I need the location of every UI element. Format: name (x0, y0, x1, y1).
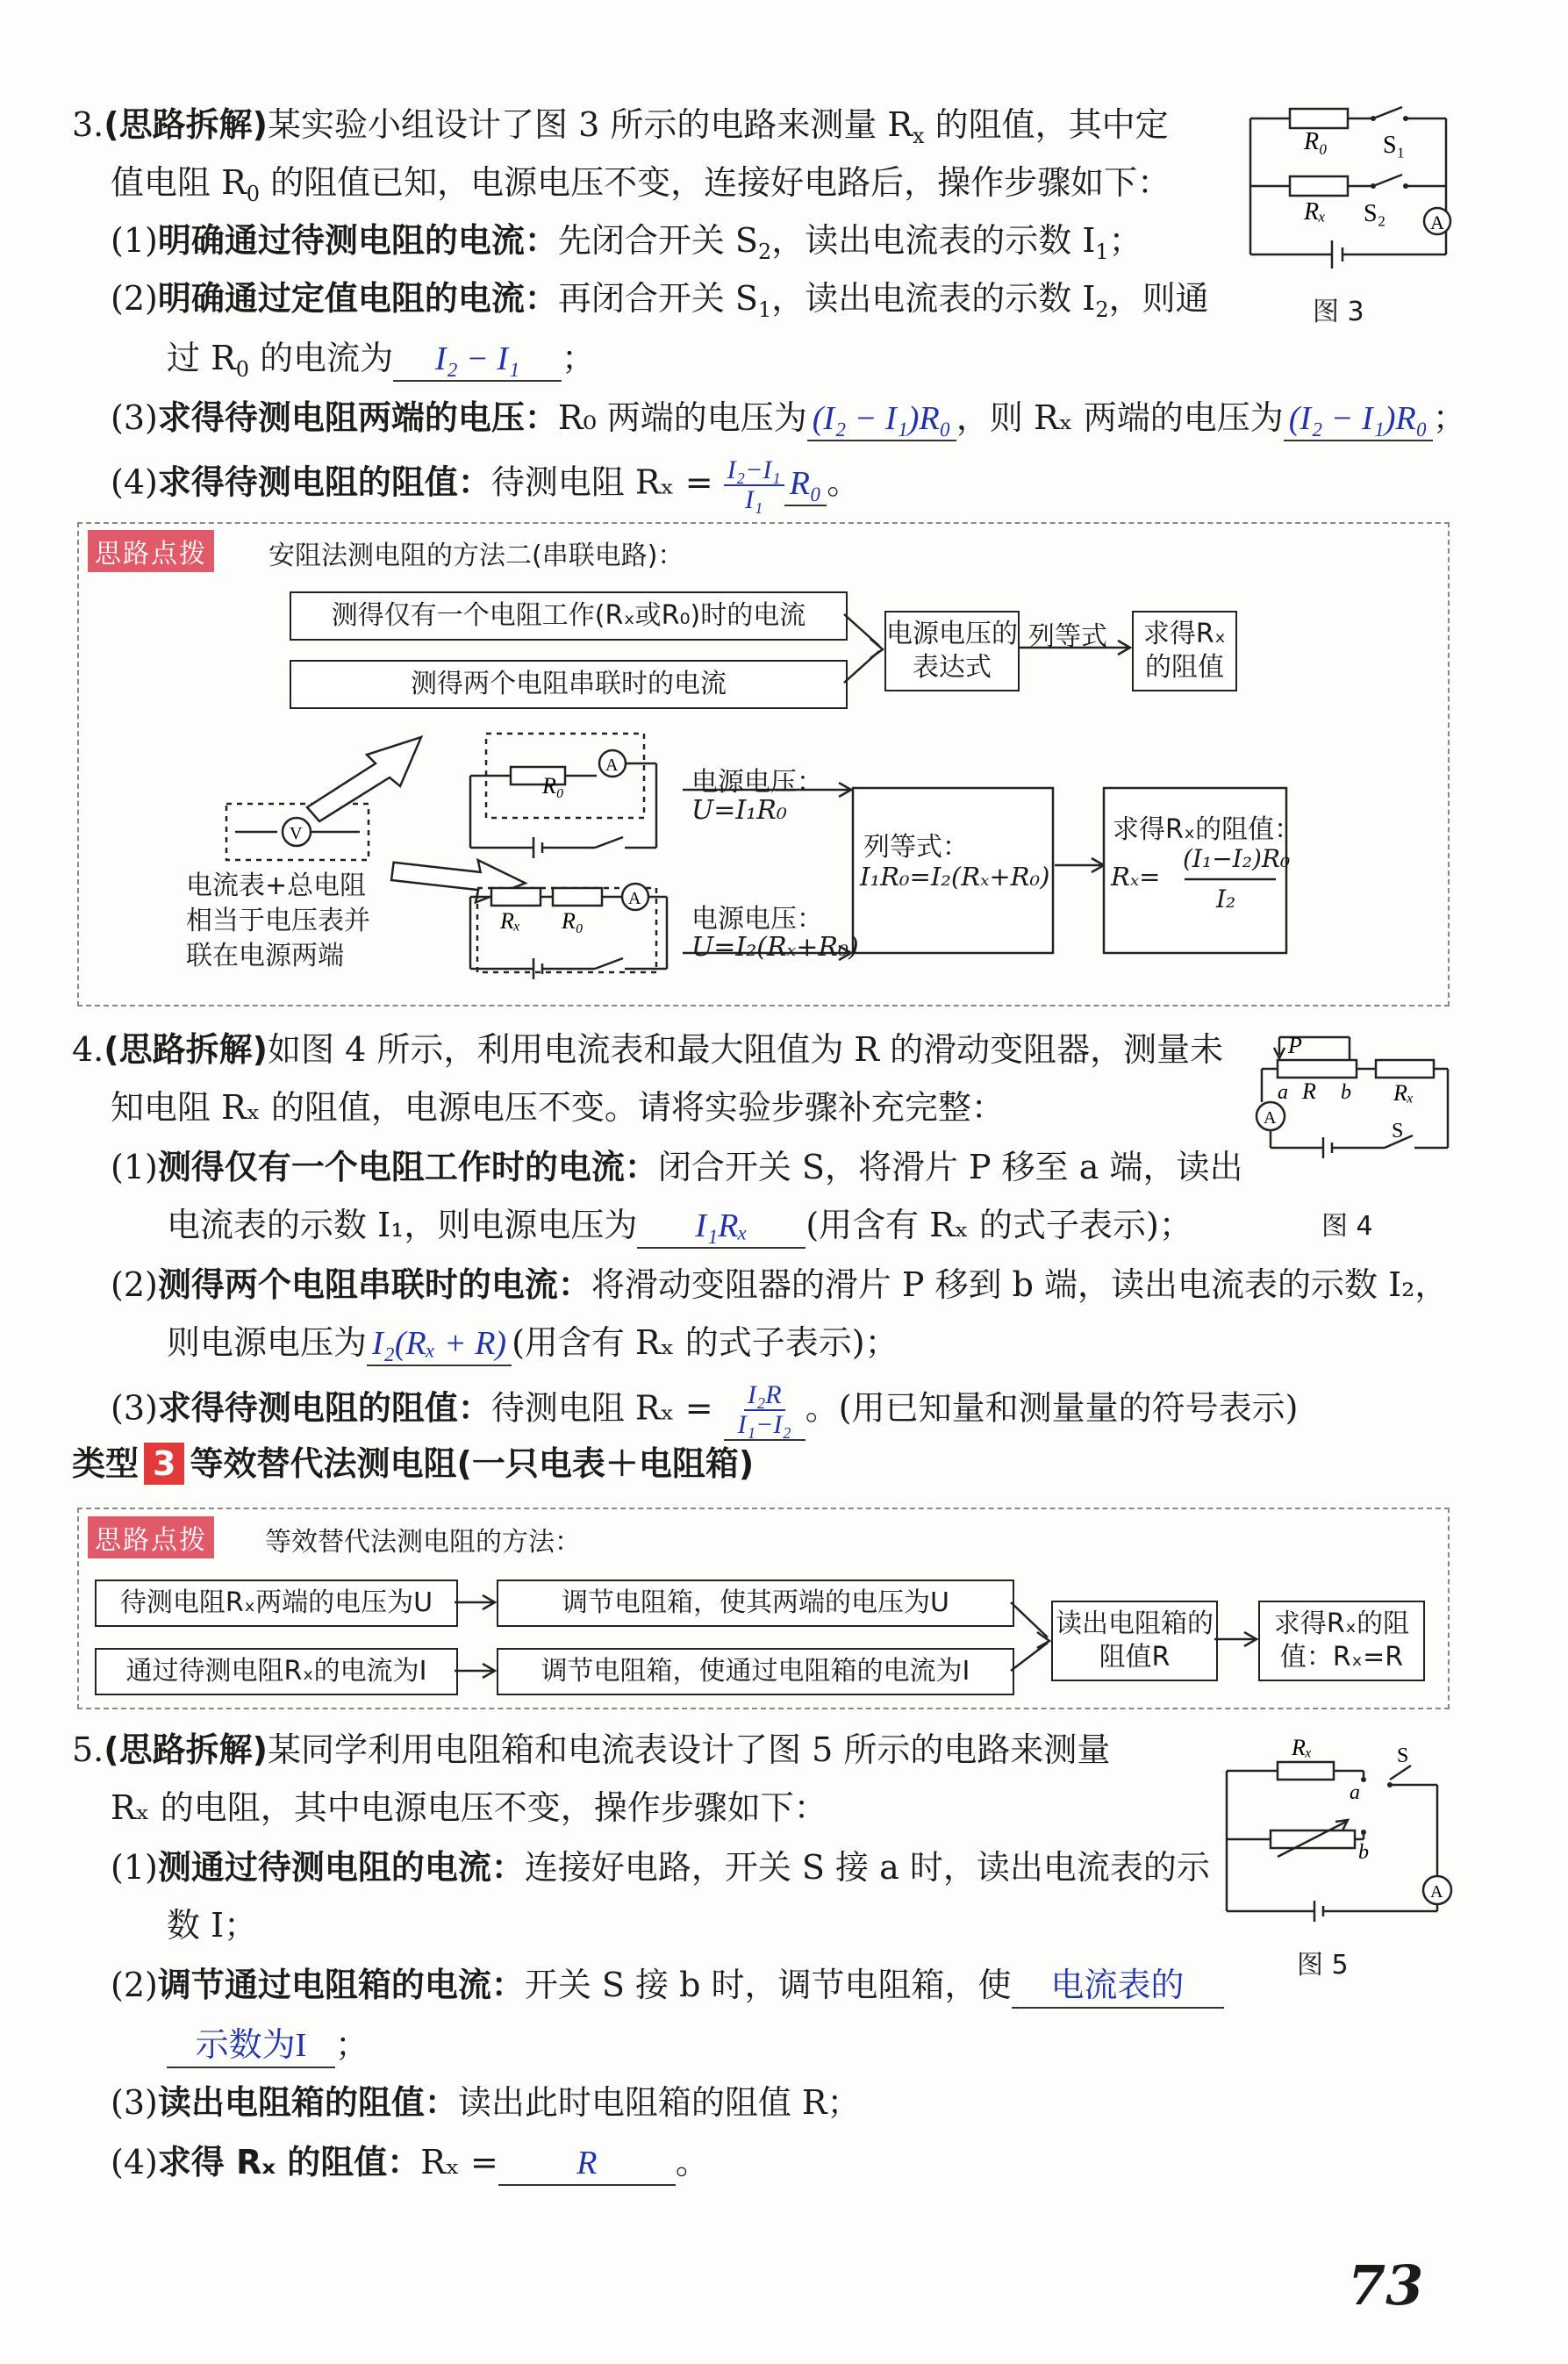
q5-step1-line2: 数 I； (167, 1906, 258, 1945)
answer-blank: (I₂ − I₁)R₀ (807, 398, 956, 441)
tip2-arrows (77, 1571, 1446, 1702)
figure-5-caption: 图 5 (1297, 1950, 1349, 1981)
q3-line1: 3.(思路拆解)某实验小组设计了图 3 所示的电路来测量 $R_x$ 的阻值，其中定 (72, 105, 1169, 148)
q4-step2-line2: 则电源电压为 I₂(Rₓ + R) (用含有 Rₓ 的式子表示)； (167, 1322, 899, 1366)
q4-step2: (2)测得两个电阻串联时的电流：将滑动变阻器的滑片 P 移到 b 端，读出电流表的示数 I₂， (111, 1265, 1449, 1304)
label-s: S (1392, 1120, 1404, 1143)
q5-step1: (1)测通过待测电阻的电流：连接好电路，开关 S 接 a 时，读出电流表的示 (111, 1848, 1210, 1887)
ammeter-icon: A (628, 889, 641, 908)
answer-blank: I₂ − I₁ (393, 338, 562, 382)
q5-step4: (4)求得 Rₓ 的阻值：Rₓ = R 。 (111, 2141, 709, 2186)
result-title: 求得Rₓ的阻值： (1113, 814, 1301, 845)
ammeter-icon: A (605, 756, 619, 775)
figure-3-circuit (1246, 97, 1457, 281)
flow-box: 调节电阻箱，使通过电阻箱的电流为I (497, 1648, 1014, 1695)
type3-heading: 类型 3 等效替代法测电阻(一只电表＋电阻箱) (72, 1444, 755, 1483)
q5-line2: Rₓ 的电阻，其中电源电压不变，操作步骤如下： (111, 1788, 827, 1827)
q5-step3: (3)读出电阻箱的阻值：读出此时电阻箱的阻值 R； (111, 2083, 861, 2122)
q5-step2: (2)调节通过电阻箱的电流：开关 S 接 b 时，调节电阻箱，使 电流表的 (111, 1964, 1224, 2009)
tip-title: 安阻法测电阻的方法二(串联电路)： (268, 541, 684, 571)
answer-blank: I₂(Rₓ + R) (367, 1322, 512, 1366)
result-lhs: Rₓ= (1111, 862, 1161, 892)
label-rx: Rₓ (1304, 198, 1327, 226)
voltmeter-icon: V (290, 824, 303, 843)
flow-box: 调节电阻箱，使其两端的电压为U (497, 1580, 1014, 1627)
q3-step4: (4)求得待测电阻的阻值：待测电阻 Rₓ = $\frac{\text{I₂−I₁}}{\text{I₁}}$ R₀ 。 (111, 455, 861, 514)
label-a: a (1350, 1781, 1360, 1804)
q4-line1: 4.(思路拆解)如图 4 所示，利用电流表和最大阻值为 R 的滑动变阻器，测量未 (72, 1030, 1224, 1069)
flow-box: 求得Rₓ的阻值 (1132, 611, 1237, 691)
answer-fraction: $\frac{\text{I₂R}}{\text{I₁−I₂}}$ (724, 1381, 805, 1441)
flow-box: 测得两个电阻串联时的电流 (290, 660, 848, 709)
label-rx: Rₓ (1393, 1080, 1414, 1106)
figure-4-circuit (1253, 1028, 1455, 1160)
flow-box: 电源电压的表达式 (884, 611, 1020, 691)
q4-step1-line2: 电流表的示数 I₁，则电源电压为 I₁Rₓ (用含有 Rₓ 的式子表示)； (167, 1204, 1192, 1249)
question-number: 3. (72, 105, 104, 144)
q4-line2: 知电阻 Rₓ 的阻值，电源电压不变。请将实验步骤补充完整： (111, 1088, 1005, 1127)
q5-line1: 5.(思路拆解)某同学利用电阻箱和电流表设计了图 5 所示的电路来测量 (72, 1730, 1111, 1769)
answer-blank: R (498, 2142, 676, 2186)
q3-step2: (2)明确通过定值电阻的电流：再闭合开关 $S_1$，读出电流表的示数 $I_2$，则通 (111, 279, 1209, 322)
q4-step3: (3)求得待测电阻的阻值：待测电阻 Rₓ = $\frac{\text{I₂R}}{\text{I₁−I₂}}$ 。(用已知量和测量量的符号表示) (111, 1380, 1299, 1439)
tip-badge: 思路点拨 (88, 1516, 214, 1558)
question-tag: (思路拆解) (104, 105, 268, 144)
answer-blank: (I₂ − I₁)R₀ (1284, 398, 1433, 441)
voltmeter-note: 电流表+总电阻 相当于电压表并 联在电源两端 (186, 870, 370, 971)
voltage-expr-2: U=I₂(Rₓ+R₀) (691, 932, 859, 963)
figure-4-caption: 图 4 (1321, 1211, 1373, 1242)
result-denominator: I₂ (1216, 885, 1236, 913)
figure-3-caption: 图 3 (1313, 297, 1364, 327)
answer-blank: I₁Rₓ (637, 1205, 805, 1249)
ammeter-icon: A (1264, 1108, 1277, 1128)
flow-box: 测得仅有一个电阻工作(Rₓ或R₀)时的电流 (290, 591, 848, 641)
tip-title: 等效替代法测电阻的方法： (265, 1527, 581, 1558)
voltage-label-1: 电源电压： (691, 767, 823, 798)
flow-box: 读出电阻箱的阻值R (1051, 1601, 1218, 1681)
label-a-end: a (1278, 1081, 1288, 1104)
q3-line2: 值电阻 $R_0$ 的阻值已知，电源电压不变，连接好电路后，操作步骤如下： (111, 163, 1171, 206)
label-p: P (1288, 1033, 1302, 1058)
flow-box: 待测电阻Rₓ两端的电压为U (95, 1580, 458, 1627)
type-badge: 3 (144, 1443, 184, 1485)
label-rx: Rₓ (1292, 1736, 1313, 1760)
label-rx: Rₓ (500, 908, 521, 934)
q3-step2-line2: 过 $R_0$ 的电流为 I₂ − I₁ ； (167, 339, 596, 382)
equation-title: 列等式： (863, 832, 969, 863)
label-r: R (1302, 1078, 1316, 1104)
answer-blank: 示数为I (167, 2024, 335, 2068)
label-s2: S₂ (1364, 200, 1386, 227)
voltage-label-2: 电源电压： (691, 904, 823, 935)
q3-step1: (1)明确通过待测电阻的电流：先闭合开关 $S_2$，读出电流表的示数 $I_1$； (111, 221, 1142, 264)
answer-blank: 电流表的 (1012, 1965, 1224, 2009)
answer-fraction: $\frac{\text{I₂−I₁}}{\text{I₁}}$ (724, 456, 784, 514)
tip-badge: 思路点拨 (88, 530, 214, 572)
label-b: b (1358, 1841, 1369, 1864)
q5-step2-line2: 示数为I ； (167, 2024, 369, 2068)
ammeter-icon: A (1430, 211, 1444, 233)
flow-box: 通过待测电阻Rₓ的电流为I (95, 1648, 458, 1695)
figure-5-circuit (1218, 1736, 1455, 1929)
label-r0: R₀ (562, 908, 584, 934)
label-s: S (1397, 1744, 1409, 1767)
ammeter-icon: A (1430, 1882, 1443, 1902)
label-r0: R₀ (542, 773, 564, 799)
result-numerator: (I₁−I₂)R₀ (1183, 844, 1291, 873)
page-number: 73 (1348, 2253, 1424, 2317)
q3-step3: (3)求得待测电阻两端的电压：R₀ 两端的电压为 (I₂ − I₁)R₀ ，则 Rₓ 两端的电压为 (I₂ − I₁)R₀ ； (111, 397, 1466, 441)
label-b-end: b (1341, 1081, 1351, 1104)
arrow-label: 列等式 (1028, 621, 1107, 652)
label-s1: S₁ (1383, 132, 1406, 159)
flow-box: 求得Rₓ的阻值：Rₓ=R (1258, 1601, 1425, 1681)
voltage-expr-1: U=I₁R₀ (691, 795, 787, 826)
equation-expr: I₁R₀=I₂(Rₓ+R₀) (860, 862, 1050, 892)
label-r0: R₀ (1304, 128, 1328, 155)
q4-step1: (1)测得仅有一个电阻工作时的电流：闭合开关 S，将滑片 P 移至 a 端，读出 (111, 1148, 1243, 1186)
